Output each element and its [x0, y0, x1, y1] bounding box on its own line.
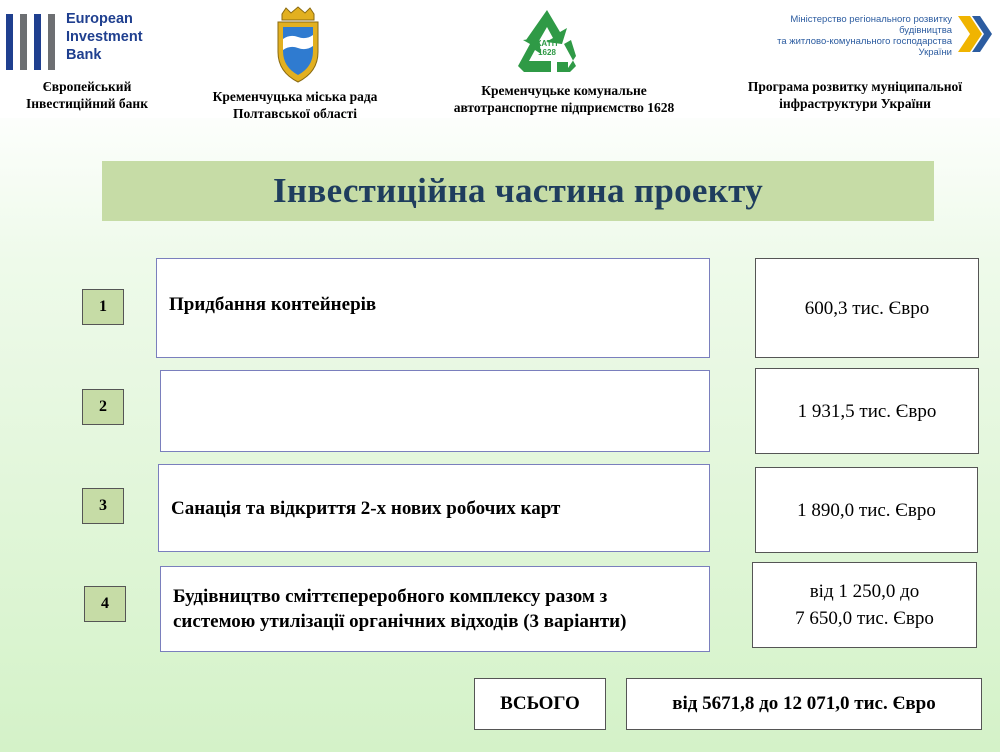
eib-logo [6, 10, 146, 72]
row-value [755, 368, 979, 454]
row-description-line: системою утилізації органічних відходів (3 варіанти) [173, 611, 627, 632]
program-label: Програма розвитку муніципальної інфраструктури України [747, 79, 963, 111]
page-title: Інвестиційна частина проекту [272, 171, 764, 210]
row-value-line: 600,3 тис. Євро [804, 297, 930, 319]
row-number: 2 [82, 389, 124, 425]
recycle-logo-icon [510, 6, 584, 76]
recycle-logo-line-2: 1628 [538, 48, 556, 57]
transport-enterprise-label: Кременчуцьке комунальне автотранспортне підприємство 1628 [453, 83, 675, 115]
ministry-logo-text: Міністерство регіонального розвитку будівництва та житлово-комунального господарства України [777, 14, 952, 58]
title-banner [102, 161, 934, 221]
city-council-label: Кременчуцька міська рада Полтавської області [212, 89, 378, 121]
row-value-line: 1 890,0 тис. Євро [797, 499, 936, 521]
row-number: 3 [82, 488, 124, 524]
row-description-line: Санація та відкриття 2-х нових робочих карт [171, 497, 561, 519]
eib-bars-icon [6, 14, 62, 70]
row-description-line: Будівництво сміттєпереробного комплексу разом з [173, 586, 608, 607]
row-description [156, 258, 710, 358]
total-value: від 5671,8 до 12 071,0 тис. Євро [626, 678, 982, 730]
total-label: ВСЬОГО [474, 678, 606, 730]
city-crest-icon [272, 6, 324, 84]
eib-logo-text: European Investment Bank [66, 11, 143, 63]
row-number: 1 [82, 289, 124, 325]
row-description [158, 464, 710, 552]
recycle-logo-line-1: КАТП [536, 39, 558, 48]
row-description-line: Придбання контейнерів [169, 294, 377, 315]
chevrons-icon [956, 14, 994, 54]
row-value-line: від 1 250,0 до [809, 581, 920, 602]
eib-label: Європейський Інвестиційний банк [26, 79, 148, 111]
row-description [160, 566, 710, 652]
row-number: 4 [84, 586, 126, 622]
row-value-line: 7 650,0 тис. Євро [795, 608, 934, 629]
row-value [755, 467, 978, 553]
row-value [752, 562, 977, 648]
ministry-logo [752, 8, 994, 64]
row-description [160, 370, 710, 452]
row-value-line: 1 931,5 тис. Євро [797, 400, 937, 422]
row-value [755, 258, 979, 358]
